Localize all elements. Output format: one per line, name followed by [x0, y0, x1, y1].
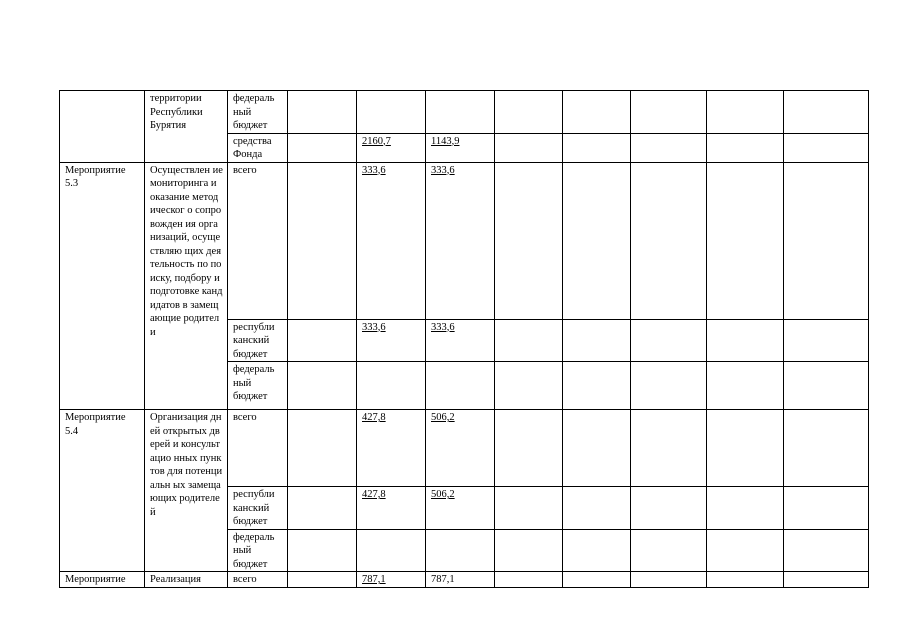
- empty-cell: [288, 319, 357, 362]
- empty-cell: [707, 319, 784, 362]
- empty-cell: [495, 362, 563, 410]
- empty-cell: [495, 133, 563, 162]
- empty-cell: [563, 572, 631, 588]
- empty-cell: [495, 487, 563, 530]
- event-name-cell: Реализация: [145, 572, 228, 588]
- value-cell: 787,1: [357, 572, 426, 588]
- empty-cell: [563, 362, 631, 410]
- source-cell: федераль ный бюджет: [228, 91, 288, 134]
- empty-cell: [563, 133, 631, 162]
- source-cell: всего: [228, 410, 288, 487]
- empty-cell: [495, 529, 563, 572]
- table-row: [60, 572, 869, 588]
- value-cell: 427,8: [357, 487, 426, 530]
- empty-cell: [288, 410, 357, 487]
- empty-cell: [631, 319, 707, 362]
- empty-cell: [563, 319, 631, 362]
- table-row: [60, 91, 869, 134]
- empty-cell: [631, 91, 707, 134]
- empty-cell: [495, 410, 563, 487]
- empty-cell: [495, 319, 563, 362]
- empty-cell: [707, 133, 784, 162]
- empty-cell: [495, 572, 563, 588]
- empty-cell: [784, 487, 869, 530]
- empty-cell: [631, 362, 707, 410]
- value-cell: [357, 529, 426, 572]
- empty-cell: [707, 410, 784, 487]
- empty-cell: [631, 529, 707, 572]
- empty-cell: [288, 487, 357, 530]
- value-cell: 787,1: [426, 572, 495, 588]
- empty-cell: [288, 91, 357, 134]
- empty-cell: [631, 572, 707, 588]
- empty-cell: [563, 410, 631, 487]
- empty-cell: [784, 91, 869, 134]
- empty-cell: [784, 319, 869, 362]
- source-cell: всего: [228, 162, 288, 319]
- empty-cell: [784, 529, 869, 572]
- empty-cell: [563, 529, 631, 572]
- empty-cell: [288, 133, 357, 162]
- value-cell: [357, 91, 426, 134]
- empty-cell: [707, 572, 784, 588]
- empty-cell: [288, 162, 357, 319]
- value-cell: 333,6: [426, 319, 495, 362]
- empty-cell: [563, 487, 631, 530]
- source-cell: федераль ный бюджет: [228, 362, 288, 410]
- empty-cell: [563, 91, 631, 134]
- empty-cell: [707, 362, 784, 410]
- empty-cell: [707, 487, 784, 530]
- empty-cell: [631, 410, 707, 487]
- source-cell: республи канский бюджет: [228, 319, 288, 362]
- value-cell: 333,6: [357, 319, 426, 362]
- empty-cell: [495, 162, 563, 319]
- event-cell: Мероприятие 5.4: [60, 410, 145, 572]
- source-cell: федераль ный бюджет: [228, 529, 288, 572]
- empty-cell: [707, 91, 784, 134]
- event-name-cell: Организация дней открытых дверей и консультацио нных пунктов для потенциальн ых замещающих родителей: [145, 410, 228, 572]
- empty-cell: [288, 362, 357, 410]
- value-cell: 333,6: [357, 162, 426, 319]
- empty-cell: [707, 529, 784, 572]
- value-cell: [426, 362, 495, 410]
- value-cell: 1143,9: [426, 133, 495, 162]
- event-name-cell: Осуществлен ие мониторинга и оказание методическог о сопровожден ия организаций, осуществляю щих деятельность по поиску, подбору и подготовке кандидатов в замещающие родители: [145, 162, 228, 410]
- empty-cell: [631, 487, 707, 530]
- empty-cell: [784, 362, 869, 410]
- program-funding-table: [59, 90, 869, 588]
- event-cell: [60, 91, 145, 163]
- empty-cell: [707, 162, 784, 319]
- value-cell: [426, 91, 495, 134]
- source-cell: всего: [228, 572, 288, 588]
- empty-cell: [495, 91, 563, 134]
- source-cell: средства Фонда: [228, 133, 288, 162]
- table-row: [60, 410, 869, 487]
- event-cell: Мероприятие 5.3: [60, 162, 145, 410]
- source-cell: республи канский бюджет: [228, 487, 288, 530]
- event-cell: Мероприятие: [60, 572, 145, 588]
- empty-cell: [784, 133, 869, 162]
- value-cell: [426, 529, 495, 572]
- empty-cell: [784, 410, 869, 487]
- empty-cell: [631, 162, 707, 319]
- value-cell: 506,2: [426, 487, 495, 530]
- table-row: [60, 162, 869, 319]
- value-cell: 2160,7: [357, 133, 426, 162]
- empty-cell: [784, 572, 869, 588]
- event-name-cell: территории Республики Бурятия: [145, 91, 228, 163]
- value-cell: 506,2: [426, 410, 495, 487]
- value-cell: 427,8: [357, 410, 426, 487]
- empty-cell: [631, 133, 707, 162]
- empty-cell: [288, 529, 357, 572]
- empty-cell: [563, 162, 631, 319]
- empty-cell: [784, 162, 869, 319]
- empty-cell: [288, 572, 357, 588]
- value-cell: 333,6: [426, 162, 495, 319]
- value-cell: [357, 362, 426, 410]
